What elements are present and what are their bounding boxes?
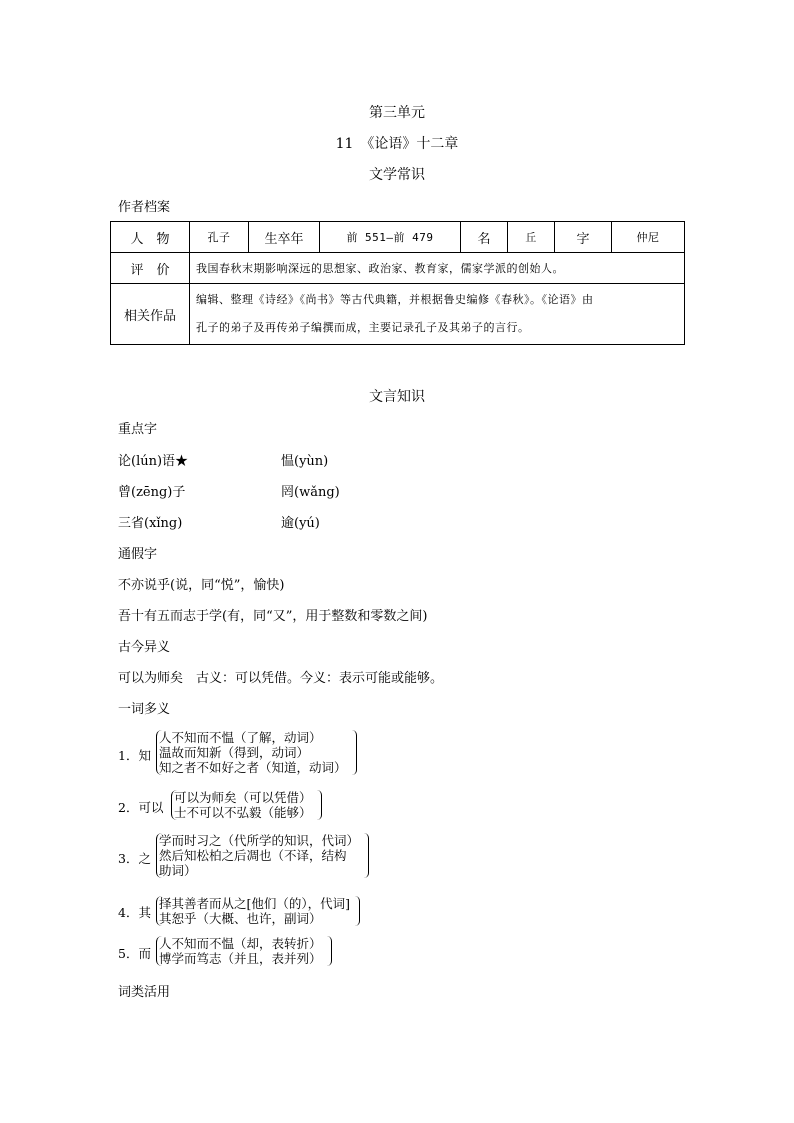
- cilei-heading: 词类活用: [118, 985, 171, 1000]
- lesson-title: 11 《论语》十二章: [335, 136, 459, 152]
- tongjia-heading: 通假字: [118, 547, 158, 562]
- keyword-left-1: 论(lún)语★: [118, 454, 189, 469]
- section-title-literature: 文学常识: [369, 167, 425, 183]
- keyword-right-2: 罔(wǎng): [281, 485, 340, 500]
- polysemy-heading: 一词多义: [118, 702, 171, 717]
- sense-line: 可以为师矣（可以凭借）: [174, 790, 312, 805]
- works-label: 相关作品: [111, 284, 190, 345]
- evaluation-text: 我国春秋末期影响深远的思想家、政治家、教育家，儒家学派的创始人。: [190, 253, 685, 284]
- sense-line: 择其善者而从之[他们（的），代词]: [159, 896, 351, 911]
- evaluation-label: 评 价: [111, 253, 190, 284]
- keyword-left-2: 曾(zēng)子: [118, 485, 186, 500]
- works-line-1: 编辑、整理《诗经》《尚书》等古代典籍，并根据鲁史编修《春秋》。《论语》由: [196, 293, 594, 306]
- person-label: 人 物: [111, 222, 190, 253]
- works-text: [190, 284, 685, 345]
- sense-line: 博学而笃志（并且，表并列）: [159, 951, 322, 966]
- sense-line: 人不知而不愠（了解，动词）: [159, 730, 322, 745]
- ming-value: 丘: [508, 222, 555, 253]
- unit-title: 第三单元: [369, 105, 425, 121]
- table-row: [111, 222, 685, 253]
- table-row: [111, 253, 685, 284]
- works-line-2: 孔子的弟子及再传弟子编撰而成，主要记录孔子及其弟子的言行。: [196, 321, 530, 334]
- polysemy-word: 3．之: [118, 851, 151, 866]
- polysemy-senses: [156, 730, 351, 775]
- sense-line: 助词）: [159, 863, 197, 878]
- sense-line: 知之者不如好之者（知道，动词）: [159, 760, 347, 775]
- tongjia-item-1: 不亦说乎(说，同“悦”，愉快): [118, 578, 285, 593]
- author-profile-heading: 作者档案: [118, 200, 171, 215]
- dates-label: 生卒年: [249, 222, 320, 253]
- author-profile-table: [110, 221, 685, 345]
- sense-line: 其恕乎（大概、也许，副词）: [159, 911, 322, 926]
- person-name: 孔子: [190, 222, 249, 253]
- sense-line: 人不知而不愠（却，表转折）: [159, 936, 322, 951]
- tongjia-item-2: 吾十有五而志于学(有，同“又”，用于整数和零数之间): [118, 609, 428, 624]
- gujin-text: 可以为师矣 古义：可以凭借。今义：表示可能或能够。: [118, 671, 444, 686]
- table-row: [111, 284, 685, 345]
- keywords-heading: 重点字: [118, 422, 158, 437]
- sense-line: 温故而知新（得到，动词）: [159, 745, 310, 760]
- section-title-classical: 文言知识: [369, 389, 425, 405]
- keyword-right-1: 愠(yùn): [281, 454, 329, 469]
- zi-label: 字: [555, 222, 612, 253]
- zi-value: 仲尼: [612, 222, 685, 253]
- polysemy-word: 4．其: [118, 905, 151, 920]
- keyword-left-3: 三省(xǐng): [118, 516, 183, 531]
- ming-label: 名: [461, 222, 508, 253]
- polysemy-senses: [156, 833, 363, 878]
- polysemy-word: 1．知: [118, 748, 151, 763]
- polysemy-senses: [156, 936, 326, 966]
- polysemy-senses: [171, 790, 316, 820]
- keyword-right-3: 逾(yú): [281, 516, 320, 531]
- polysemy-word: 2．可以: [118, 800, 164, 815]
- dates-value: 前 551—前 479: [320, 222, 461, 253]
- sense-line: 学而时习之（代所学的知识，代词）: [159, 833, 360, 848]
- polysemy-word: 5．而: [118, 946, 151, 961]
- sense-line: 然后知松柏之后凋也（不译，结构: [159, 848, 347, 863]
- sense-line: 士不可以不弘毅（能够）: [174, 805, 312, 820]
- polysemy-senses: [156, 896, 354, 926]
- gujin-heading: 古今异义: [118, 640, 171, 655]
